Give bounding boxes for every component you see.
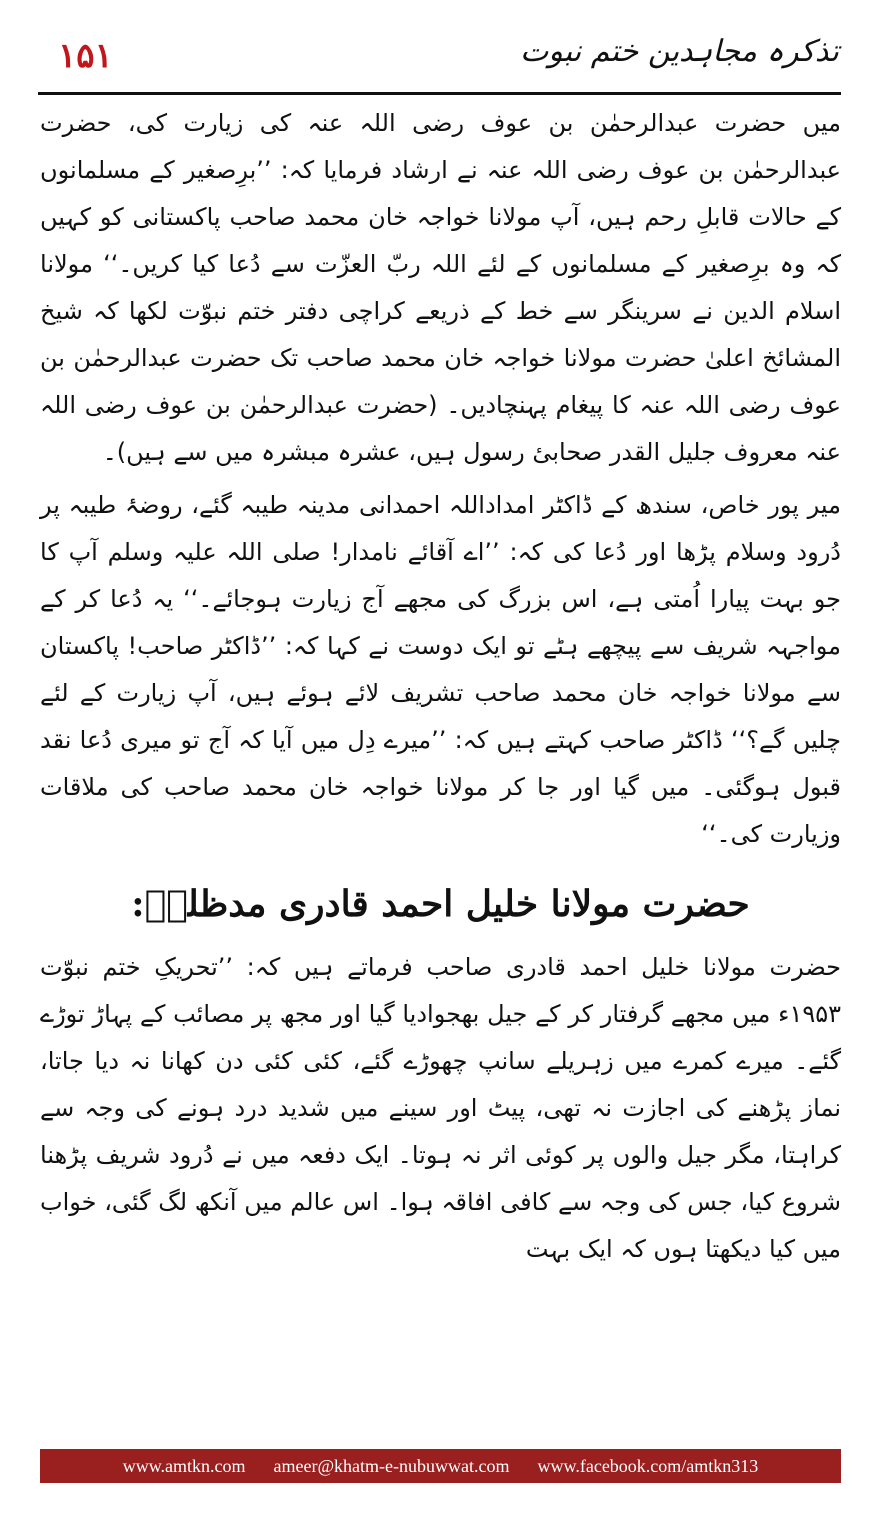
page-number: ۱۵۱ [58, 36, 113, 76]
paragraph: میں حضرت عبدالرحمٰن بن عوف رضی اللہ عنہ کی زیارت کی، حضرت عبدالرحمٰن بن عوف رضی اللہ عنہ نے ارشاد فرمایا کہ: ’’برِصغیر کے مسلمانوں کے حالات قابلِ رحم ہیں، آپ مولانا خواجہ خان محمد صاحب پاکستانی کو کہیں کہ وہ برِصغیر کے مسلمانوں کے لئے اللہ ربّ العزّت سے دُعا کیا کریں۔‘‘ مولانا اسلام الدین نے سرینگر سے خط کے ذریعے کراچی دفتر ختم نبوّت لکھا کہ شیخ المشائخ اعلیٰ حضرت مولانا خواجہ خان محمد صاحب تک حضرت عبدالرحمٰن بن عوف رضی اللہ عنہ کا پیغام پہنچادیں۔ (حضرت عبدالرحمٰن بن عوف رضی اللہ عنہ معروف جلیل القدر صحابیٔ رسول ہیں، عشرہ مبشرہ میں سے ہیں)۔ [40, 109, 841, 466]
paragraph: حضرت مولانا خلیل احمد قادری صاحب فرماتے ہیں کہ: ’’تحریکِ ختم نبوّت ۱۹۵۳ء میں مجھے گرفتار کر کے جیل بھجوادیا گیا اور مجھ پر مصائب کے پہاڑ توڑے گئے۔ میرے کمرے میں زہریلے سانپ چھوڑے گئے، کئی کئی دن کھانا نہ دیا جاتا، نماز پڑھنے کی اجازت نہ تھی، پیٹ اور سینے میں شدید درد ہونے کی وجہ سے کراہتا، مگر جیل والوں پر کوئی اثر نہ ہوتا۔ ایک دفعہ میں نے دُرود شریف پڑھنا شروع کیا، جس کی وجہ سے کافی افاقہ ہوا۔ اس عالم میں آنکھ لگ گئی، خواب میں کیا دیکھتا ہوں کہ ایک بہت [40, 953, 841, 1263]
footer-email-link[interactable]: ameer@khatm-e-nubuwwat.com [273, 1455, 510, 1476]
section-heading: حضرت مولانا خلیل احمد قادری مدظلہٗ: [131, 883, 750, 925]
page-header [38, 30, 841, 96]
footer-website-link[interactable]: www.amtkn.com [122, 1455, 246, 1476]
footer-facebook-link[interactable]: www.facebook.com/amtkn313 [537, 1455, 759, 1476]
paragraph: میر پور خاص، سندھ کے ڈاکٹر امداداللہ احمدانی مدینہ طیبہ گئے، روضۂ طیبہ پر دُرود وسلام پڑھا اور دُعا کی کہ: ’’اے آقائے نامدار! صلی اللہ علیہ وسلم آپ کا جو بہت پیارا اُمتی ہے، اس بزرگ کی مجھے آج زیارت ہوجائے۔‘‘ یہ دُعا کر کے مواجہہ شریف سے پیچھے ہٹے تو ایک دوست نے کہا کہ: ’’ڈاکٹر صاحب! پاکستان سے مولانا خواجہ خان محمد صاحب تشریف لائے ہوئے ہیں، آپ زیارت کے لئے چلیں گے؟‘‘ ڈاکٹر صاحب کہتے ہیں کہ: ’’میرے دِل میں آیا کہ آج تو میری دُعا نقد قبول ہوگئی۔ میں گیا اور جا کر مولانا خواجہ خان محمد صاحب کی ملاقات وزیارت کی۔‘‘ [40, 491, 841, 848]
header-rule [38, 92, 841, 95]
page-body [40, 100, 841, 1273]
footer-bar [40, 1449, 841, 1483]
running-title: تذکرہ مجاہدین ختم نبوت [520, 34, 839, 69]
